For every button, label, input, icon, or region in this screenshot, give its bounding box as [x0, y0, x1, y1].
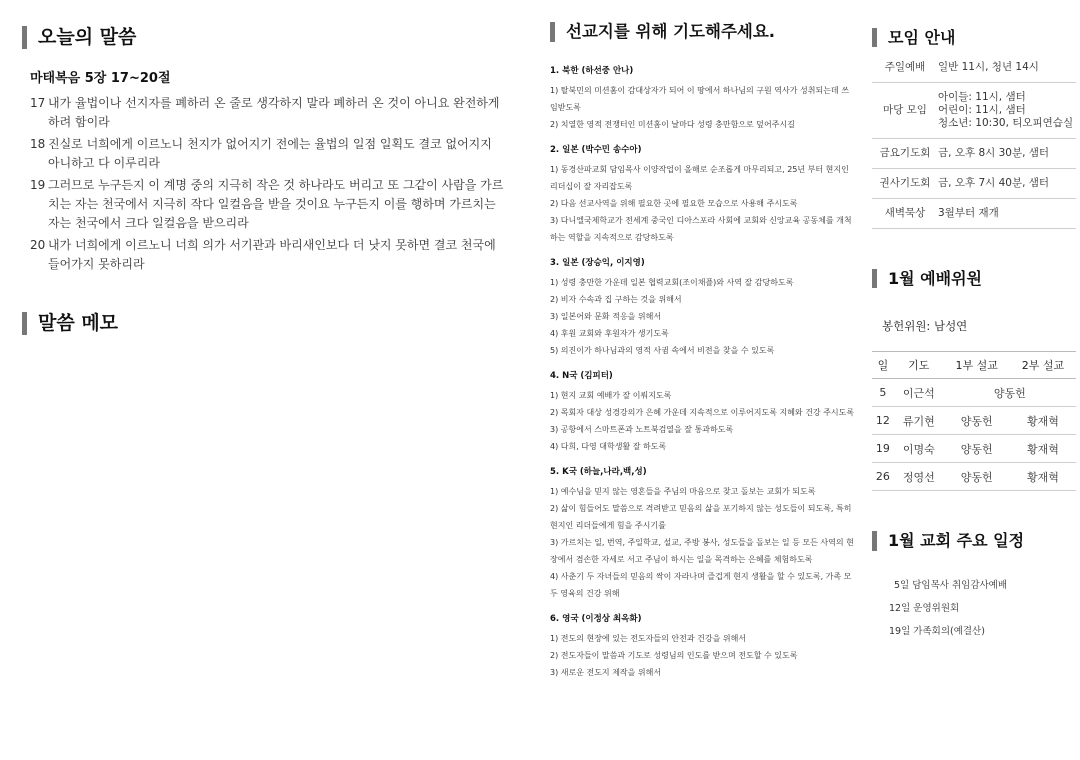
worship-sermon-2: 황재혁	[1010, 435, 1076, 463]
verse-number: 18	[30, 136, 46, 151]
schedule-row	[872, 53, 1076, 83]
prayer-item: 1) 탈북민의 미션홈이 감대상자가 되어 이 땅에서 하나님의 구원 역사가 성취되는데 쓰임받도록	[550, 85, 849, 112]
prayer-group-title: 5. K국 (하늘,나라,백,성)	[550, 466, 647, 477]
scripture-column	[22, 0, 506, 335]
schedule-value: 일반 11시, 청년 14시	[938, 53, 1076, 83]
prayer-item: 1) 예수님을 믿지 않는 영혼들을 주님의 마음으로 찾고 돌보는 교회가 되도록	[550, 486, 816, 496]
header-sermon-2: 2부 설교	[1010, 352, 1076, 379]
verse	[30, 176, 506, 233]
worship-committee-table	[872, 351, 1076, 491]
verse-number: 20	[30, 237, 46, 252]
church-events-title: 1월 교회 주요 일정	[872, 531, 1076, 550]
schedule-row	[872, 83, 1076, 139]
prayer-item: 3) 가르치는 일, 번역, 주일학교, 설교, 주방 봉사, 성도들을 돌보는 일 등 모든 사역의 현장에서 겸손한 자세로 서고 주님이 하시는 일을 목격하는 은혜를 체험하도록	[550, 537, 854, 564]
worship-day: 5	[872, 379, 894, 407]
prayer-group	[550, 64, 856, 133]
worship-sermon-1: 양동헌	[944, 463, 1010, 491]
event-item: 12일 운영위원회	[889, 602, 960, 614]
prayer-group-title: 3. 일본 (장승익, 이지영)	[550, 257, 645, 268]
verse-number: 19	[30, 177, 46, 192]
prayer-group	[550, 143, 856, 246]
verse-text: 내가 너희에게 이르노니 너희 의가 서기관과 바리새인보다 더 낫지 못하면 결코 천국에 들어가지 못하리라	[48, 237, 496, 271]
verse-text: 그러므로 누구든지 이 계명 중의 지극히 작은 것 하나라도 버리고 또 그같이 사람을 가르치는 자는 천국에서 지극히 작다 일컬음을 받을 것이요 누구든지 이를 행하며 가르치는 자는 천국에서 크다 일컬음을 받으리라	[48, 177, 504, 230]
prayer-item: 4) 사춘기 두 자녀들의 믿음의 싹이 자라나며 즐겁게 현지 생활을 할 수 있도록, 가족 모두 영육의 건강 위해	[550, 571, 852, 598]
sermon-memo-title: 말씀 메모	[22, 312, 506, 335]
event-item: 19일 가족회의(예결산)	[889, 625, 985, 637]
verse-list	[22, 94, 506, 274]
event-item: 5일 담임목사 취임감사예배	[894, 579, 1008, 591]
prayer-item: 2) 전도자들이 말씀과 기도로 성령님의 인도를 받으며 전도할 수 있도록	[550, 650, 798, 660]
prayer-item: 1) 성령 충만한 가운데 일본 협력교회(조이채플)와 사역 잘 감당하도록	[550, 277, 794, 287]
prayer-item: 2) 다음 선교사역을 위해 필요한 곳에 필요한 모습으로 사용해 주시도록	[550, 198, 798, 208]
mission-prayer-title: 선교지를 위해 기도해주세요.	[550, 22, 856, 42]
schedule-row	[872, 169, 1076, 199]
prayer-item: 3) 새로운 전도지 제작을 위해서	[550, 667, 662, 677]
mission-prayer-column	[550, 0, 856, 691]
prayer-group-title: 4. N국 (김피터)	[550, 370, 613, 381]
offering-committee: 봉헌위원: 남성연	[882, 319, 968, 334]
schedule-label: 마당 모임	[872, 83, 938, 139]
header-day: 일	[872, 352, 894, 379]
worship-sermon-2: 황재혁	[1010, 463, 1076, 491]
prayer-group-title: 6. 영국 (이정상 최옥화)	[550, 613, 642, 624]
schedule-label: 새벽묵상	[872, 199, 938, 229]
worship-row	[872, 407, 1076, 435]
meeting-schedule-table	[872, 53, 1076, 229]
worship-sermon-2: 황재혁	[1010, 407, 1076, 435]
meeting-info-title: 모임 안내	[872, 28, 1076, 47]
prayer-group	[550, 465, 856, 602]
prayer-item: 4) 후원 교회와 후원자가 생기도록	[550, 328, 669, 338]
verse	[30, 94, 506, 132]
scripture-reference: 마태복음 5장 17~20절	[30, 70, 171, 86]
prayer-item: 2) 삶이 힘들어도 말씀으로 격려받고 믿음의 삶을 포기하지 않는 성도들이 되도록, 특히 현지인 리더들에게 힘을 주시기를	[550, 503, 852, 530]
worship-prayer: 정영선	[894, 463, 944, 491]
header-prayer: 기도	[894, 352, 944, 379]
worship-prayer: 이명숙	[894, 435, 944, 463]
todays-word-title: 오늘의 말씀	[22, 26, 506, 49]
prayer-group-title: 2. 일본 (박수민 송수아)	[550, 144, 642, 155]
verse-number: 17	[30, 95, 46, 110]
prayer-group	[550, 256, 856, 359]
worship-sermon-1: 양동헌	[944, 407, 1010, 435]
prayer-item: 1) 동경산파교회 담임목사 이양작업이 올해로 순조롭게 마무리되고, 25년 부터 현지인 리더십이 잘 자리잡도록	[550, 164, 849, 191]
schedule-label: 주일예배	[872, 53, 938, 83]
worship-table-header	[872, 352, 1076, 379]
prayer-item: 2) 비자 수속과 집 구하는 것을 위해서	[550, 294, 682, 304]
prayer-group	[550, 612, 856, 681]
worship-row	[872, 379, 1076, 407]
verse	[30, 236, 506, 274]
schedule-value: 금, 오후 8시 30분, 샘터	[938, 139, 1076, 169]
header-sermon-1: 1부 설교	[944, 352, 1010, 379]
worship-committee-title: 1월 예배위원	[872, 269, 1076, 288]
church-info-column	[872, 0, 1076, 648]
worship-day: 26	[872, 463, 894, 491]
worship-day: 12	[872, 407, 894, 435]
worship-sermon-1: 양동헌	[944, 435, 1010, 463]
prayer-item: 1) 전도의 현장에 있는 전도자들의 안전과 건강을 위해서	[550, 633, 747, 643]
worship-sermon-combined: 양동헌	[944, 379, 1076, 407]
verse	[30, 135, 506, 173]
schedule-value: 아이들: 11시, 샘터 어린이: 11시, 샘터 청소년: 10:30, 티오피연습실	[938, 83, 1076, 139]
prayer-group-title: 1. 북한 (하선중 안나)	[550, 65, 634, 76]
schedule-value: 금, 오후 7시 40분, 샘터	[938, 169, 1076, 199]
schedule-row	[872, 139, 1076, 169]
verse-text: 내가 율법이나 선지자를 폐하러 온 줄로 생각하지 말라 폐하러 온 것이 아니요 완전하게 하려 함이라	[48, 95, 500, 129]
verse-text: 진실로 너희에게 이르노니 천지가 없어지기 전에는 율법의 일점 일획도 결코 없어지지 아니하고 다 이루리라	[48, 136, 492, 170]
worship-row	[872, 463, 1076, 491]
schedule-row	[872, 199, 1076, 229]
prayer-item: 3) 다니엘국제학교가 전세계 중국인 디아스포라 사회에 교회와 신앙교육 공동체를 개척하는 역할을 지속적으로 감당하도록	[550, 215, 852, 242]
schedule-label: 권사기도회	[872, 169, 938, 199]
prayer-item: 4) 다희, 다영 대학생활 잘 하도록	[550, 441, 667, 451]
worship-prayer: 류기현	[894, 407, 944, 435]
prayer-item: 2) 치열한 영적 전쟁터인 미션홈이 날마다 성령 충만함으로 덮어주시길	[550, 119, 795, 129]
schedule-label: 금요기도회	[872, 139, 938, 169]
schedule-value: 3월부터 재개	[938, 199, 1076, 229]
worship-row	[872, 435, 1076, 463]
prayer-item: 2) 목회자 대상 성경강의가 은혜 가운데 지속적으로 이루어지도록 지혜와 건강 주시도록	[550, 407, 855, 417]
prayer-item: 3) 공항에서 스마트폰과 노트북검열을 잘 통과하도록	[550, 424, 734, 434]
prayer-item: 1) 현지 교회 예배가 잘 이뤄지도록	[550, 390, 672, 400]
prayer-group	[550, 369, 856, 455]
prayer-item: 3) 일본어와 문화 적응을 위해서	[550, 311, 662, 321]
worship-prayer: 이근석	[894, 379, 944, 407]
prayer-item: 5) 의진이가 하나님과의 영적 사귐 속에서 비전을 찾을 수 있도록	[550, 345, 775, 355]
worship-day: 19	[872, 435, 894, 463]
